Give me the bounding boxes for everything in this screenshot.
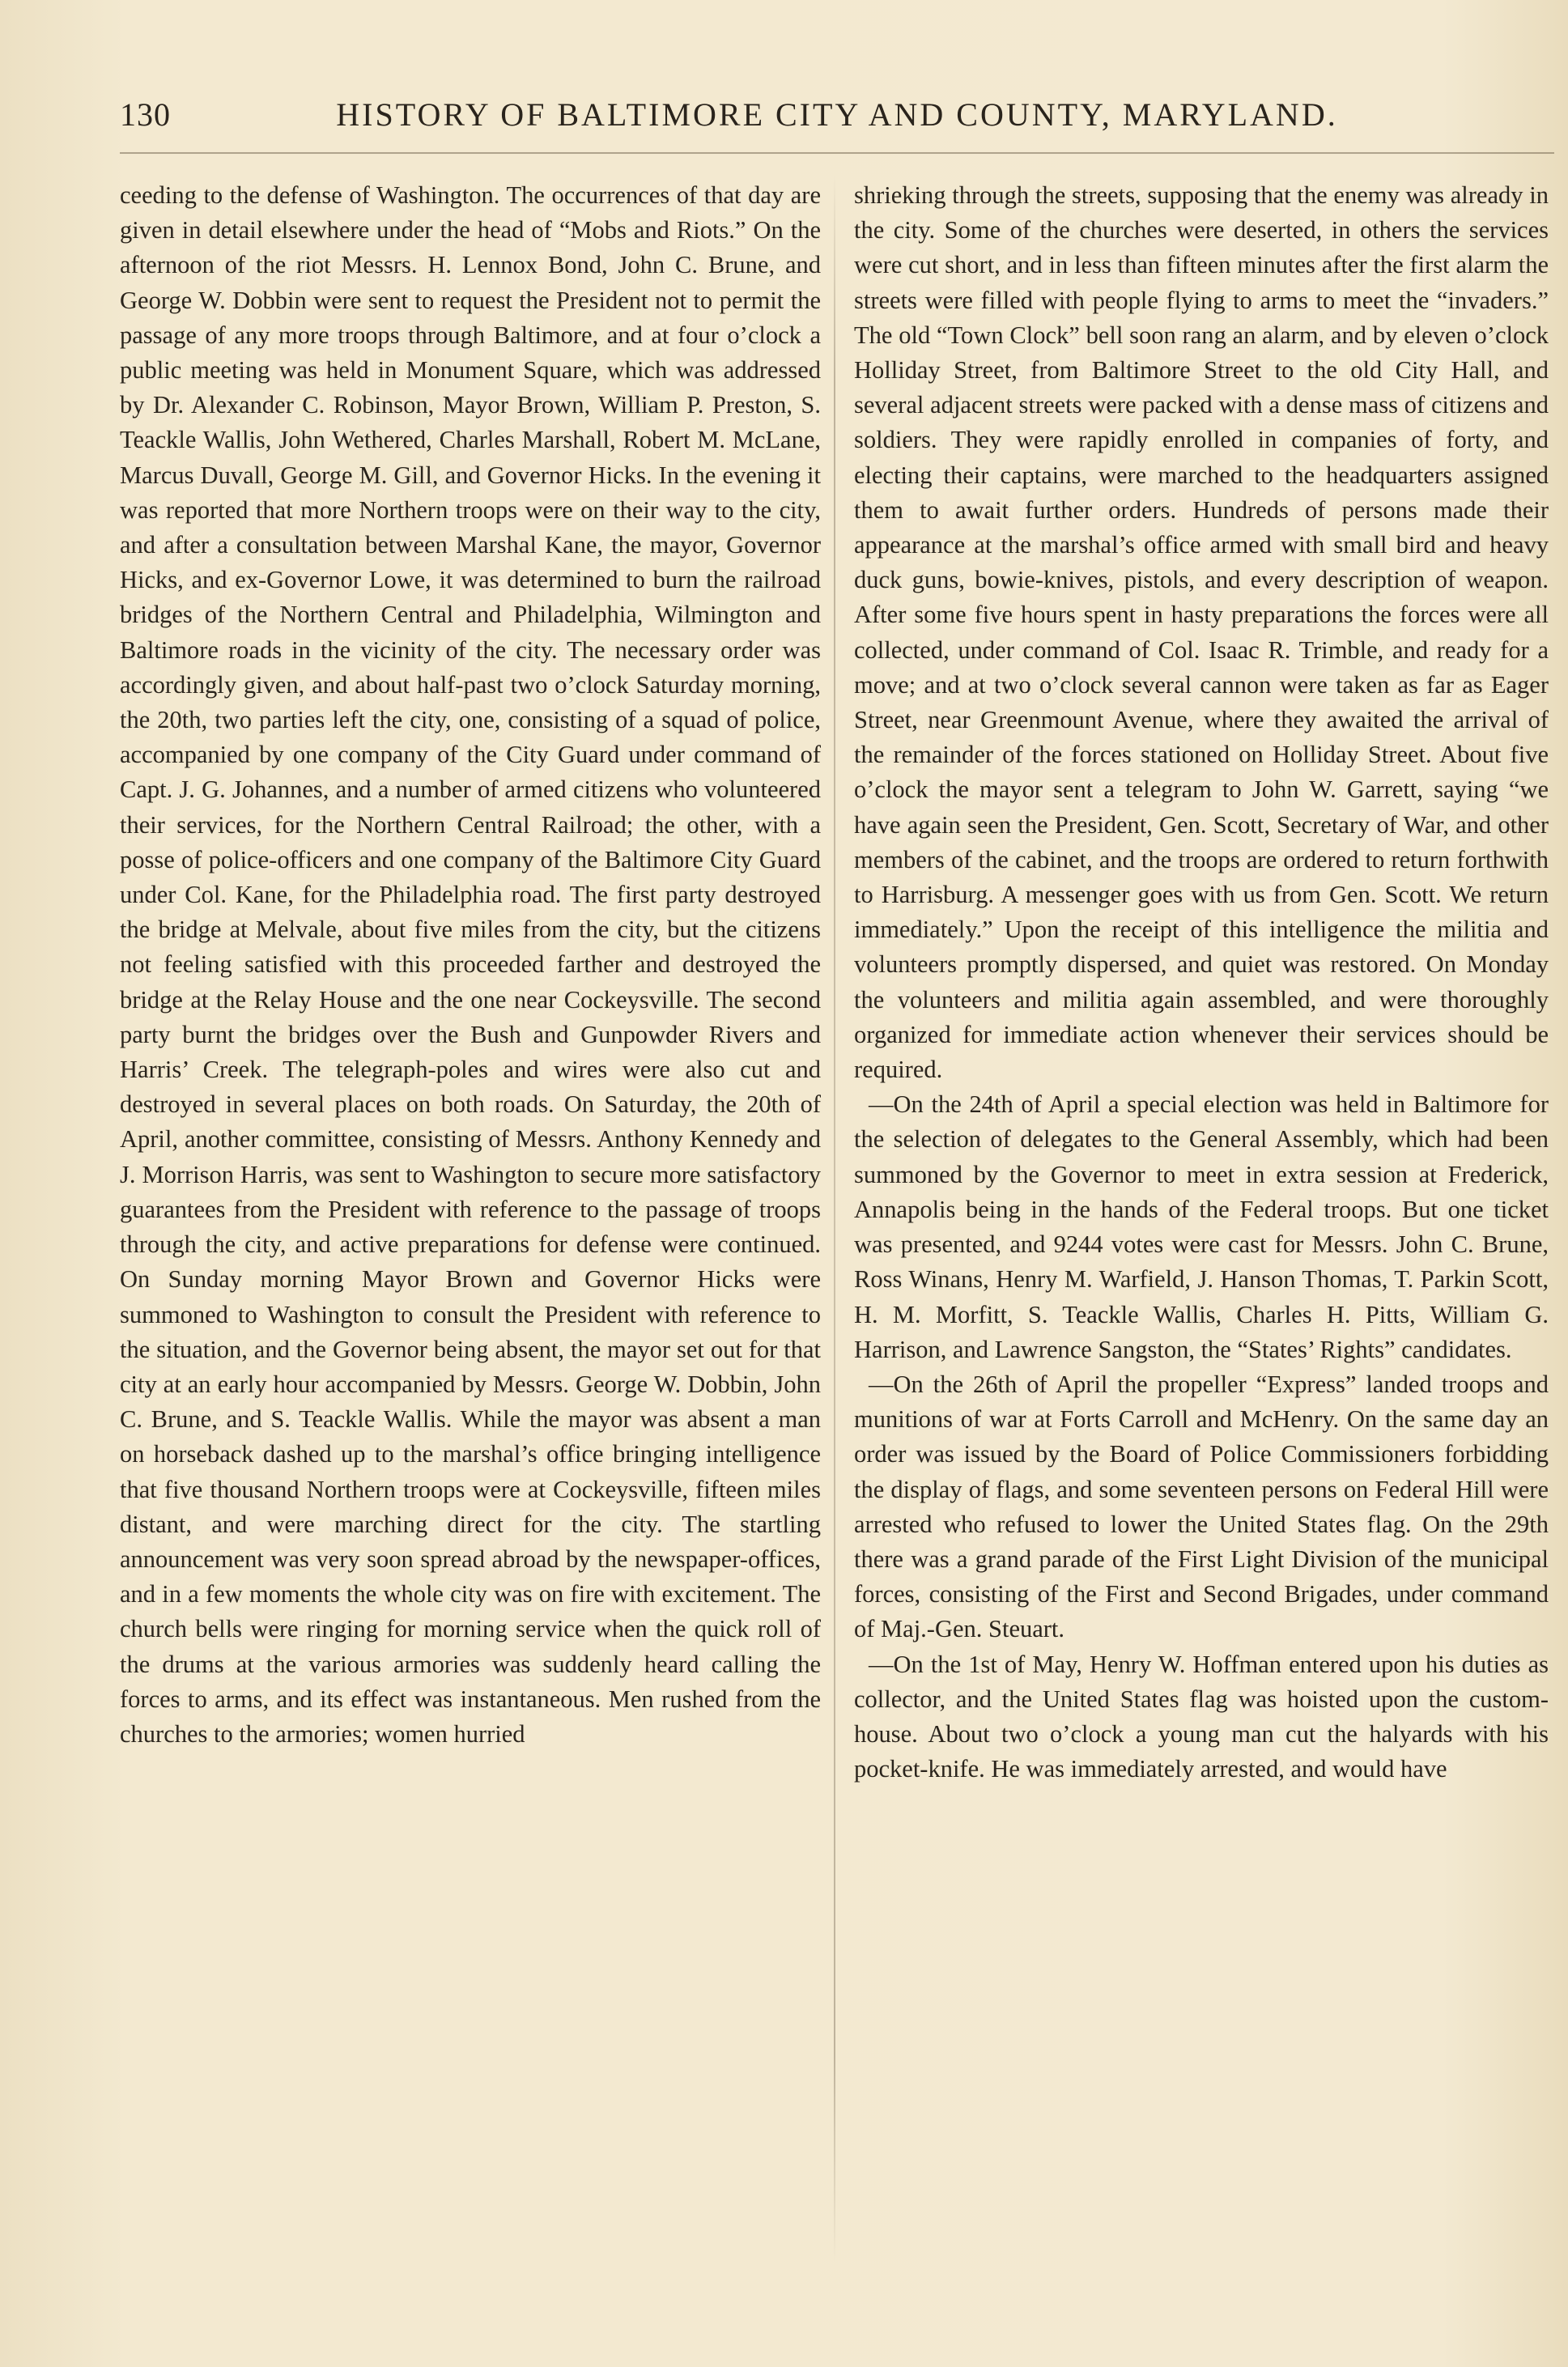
page-number: 130: [120, 96, 171, 133]
right-paragraph-3: —On the 26th of April the propeller “Express” landed troops and munitions of war at Forts Carroll and McHenry. On the same day an order was issued by the Board of Police Commissioners forbidding the display of flags, and some seventeen persons on Federal Hill were arrested who refused to lower the United States flag. On the 29th there was a grand parade of the First Light Division of the municipal forces, consisting of the First and Second Brigades, under command of Maj.-Gen. Steuart.: [854, 1370, 1549, 1643]
left-column: [120, 178, 821, 2331]
running-head: [120, 96, 1554, 144]
running-title: HISTORY OF BALTIMORE CITY AND COUNTY, MARYLAND.: [336, 96, 1338, 133]
right-column: [854, 178, 1549, 2331]
column-divider: [834, 174, 835, 2263]
right-paragraph-2: —On the 24th of April a special election was held in Baltimore for the selection of delegates to the General Assembly, which had been summoned by the Governor to meet in extra session at Frederick, Annapolis being in the hands of the Federal troops. But one ticket was presented, and 9244 votes were cast for Messrs. John C. Brune, Ross Winans, Henry M. Warfield, J. Hanson Thomas, T. Parkin Scott, H. M. Morfitt, S. Teackle Wallis, Charles H. Pitts, William G. Harrison, and Lawrence Sangston, the “States’ Rights” candidates.: [854, 1090, 1549, 1363]
header-rule: [120, 152, 1554, 154]
right-paragraph-4: —On the 1st of May, Henry W. Hoffman entered upon his duties as collector, and the United States flag was hoisted upon the custom-house. About two o’clock a young man cut the halyards with his pocket-knife. He was immediately arrested, and would have: [854, 1650, 1549, 1783]
right-paragraph-1: shrieking through the streets, supposing that the enemy was already in the city. Some of the churches were deserted, in others the services were cut short, and in less than fifteen minutes after the first alarm the streets were filled with people flying to arms to meet the “invaders.” The old “Town Clock” bell soon rang an alarm, and by eleven o’clock Holliday Street, from Baltimore Street to the old City Hall, and several adjacent streets were packed with a dense mass of citizens and soldiers. They were rapidly enrolled in companies of forty, and electing their captains, were marched to the headquarters assigned them to await further orders. Hundreds of persons made their appearance at the marshal’s office armed with small bird and heavy duck guns, bowie-knives, pistols, and every description of weapon. After some five hours spent in hasty preparations the forces were all collected, under command of Col. Isaac R. Trimble, and ready for a move; and at two o’clock several cannon were taken as far as Eager Street, near Greenmount Avenue, where they awaited the arrival of the remainder of the forces stationed on Holliday Street. About five o’clock the mayor sent a telegram to John W. Garrett, saying “we have again seen the President, Gen. Scott, Secretary of War, and other members of the cabinet, and the troops are ordered to return forthwith to Harrisburg. A messenger goes with us from Gen. Scott. We return immediately.” Upon the receipt of this intelligence the militia and volunteers promptly dispersed, and quiet was restored. On Monday the volunteers and militia again assembled, and were thoroughly organized for immediate action whenever their services should be required.: [854, 181, 1549, 1084]
left-paragraph-1: ceeding to the defense of Washington. The occurrences of that day are given in detail elsewhere under the head of “Mobs and Riots.” On the afternoon of the riot Messrs. H. Lennox Bond, John C. Brune, and George W. Dobbin were sent to request the President not to permit the passage of any more troops through Baltimore, and at four o’clock a public meeting was held in Monument Square, which was addressed by Dr. Alexander C. Robinson, Mayor Brown, William P. Preston, S. Teackle Wallis, John Wethered, Charles Marshall, Robert M. McLane, Marcus Duvall, George M. Gill, and Governor Hicks. In the evening it was reported that more Northern troops were on their way to the city, and after a consultation between Marshal Kane, the mayor, Governor Hicks, and ex-Governor Lowe, it was determined to burn the railroad bridges of the Northern Central and Philadelphia, Wilmington and Baltimore roads in the vicinity of the city. The necessary order was accordingly given, and about half-past two o’clock Saturday morning, the 20th, two parties left the city, one, consisting of a squad of police, accompanied by one company of the City Guard under command of Capt. J. G. Johannes, and a number of armed citizens who volunteered their services, for the Northern Central Railroad; the other, with a posse of police-officers and one company of the Baltimore City Guard under Col. Kane, for the Philadelphia road. The first party destroyed the bridge at Melvale, about five miles from the city, but the citizens not feeling satisfied with this proceeded farther and destroyed the bridge at the Relay House and the one near Cockeysville. The second party burnt the bridges over the Bush and Gunpowder Rivers and Harris’ Creek. The telegraph-poles and wires were also cut and destroyed in several places on both roads. On Saturday, the 20th of April, another committee, consisting of Messrs. Anthony Kennedy and J. Morrison Harris, was sent to Washington to secure more satisfactory guarantees from the President with reference to the passage of troops through the city, and active preparations for defense were continued. On Sunday morning Mayor Brown and Governor Hicks were summoned to Washington to consult the President with reference to the situation, and the Governor being absent, the mayor set out for that city at an early hour accompanied by Messrs. George W. Dobbin, John C. Brune, and S. Teackle Wallis. While the mayor was absent a man on horseback dashed up to the marshal’s office bringing intelligence that five thousand Northern troops were at Cockeysville, fifteen miles distant, and were marching direct for the city. The startling announcement was very soon spread abroad by the newspaper-offices, and in a few moments the whole city was on fire with excitement. The church bells were ringing for morning service when the quick roll of the drums at the various armories was suddenly heard calling the forces to arms, and its effect was instantaneous. Men rushed from the churches to the armories; women hurried: [120, 181, 821, 1748]
